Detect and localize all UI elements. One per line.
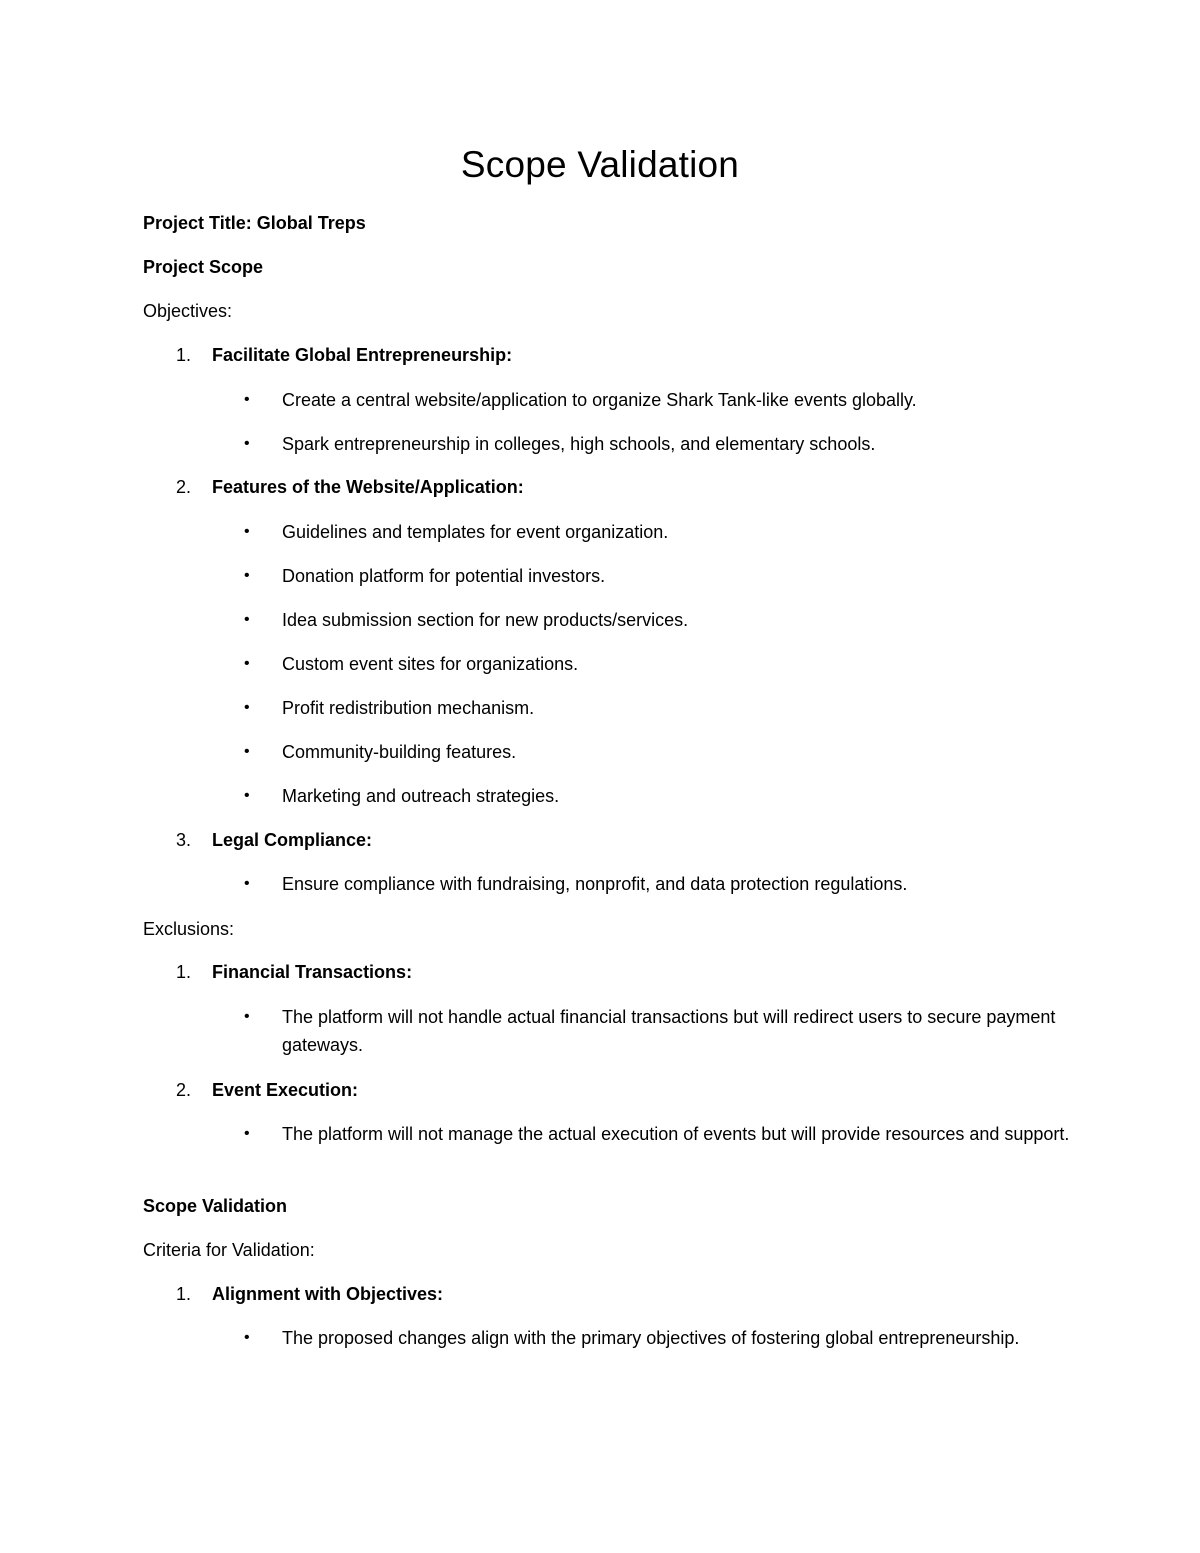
list-number: 1. (176, 1284, 192, 1304)
document-title: Scope Validation (460, 144, 740, 185)
bullet-icon: • (244, 391, 250, 408)
bullet-text: Guidelines and templates for event organization. (282, 522, 669, 542)
list-item (244, 694, 1072, 722)
bullet-text: Spark entrepreneurship in colleges, high schools, and elementary schools. (282, 434, 876, 454)
bullet-text: Ensure compliance with fundraising, nonprofit, and data protection regulations. (282, 874, 908, 894)
bullet-icon: • (244, 655, 250, 672)
bullet-text: Community-building features. (282, 742, 517, 762)
bullet-text: Profit redistribution mechanism. (282, 698, 535, 718)
bullet-icon: • (244, 743, 250, 760)
list-number: 3. (176, 830, 192, 850)
bullet-text: Custom event sites for organizations. (282, 654, 579, 674)
criteria-label: Criteria for Validation: (143, 1240, 315, 1260)
list-item (244, 518, 1072, 546)
bullet-icon: • (244, 699, 250, 716)
exclusion-heading: Event Execution: (212, 1080, 359, 1100)
exclusion-item (176, 1076, 358, 1104)
objective-heading: Facilitate Global Entrepreneurship: (212, 345, 513, 365)
objectives-label: Objectives: (143, 301, 233, 321)
scope-validation-heading: Scope Validation (143, 1196, 288, 1216)
list-item (244, 870, 1072, 898)
bullet-icon: • (244, 787, 250, 804)
bullet-icon: • (244, 1329, 250, 1346)
list-item (244, 386, 1072, 414)
project-scope-heading: Project Scope (143, 257, 264, 277)
bullet-icon: • (244, 875, 250, 892)
list-item (244, 1324, 1072, 1352)
bullet-text: Create a central website/application to organize Shark Tank-like events globally. (282, 390, 917, 410)
list-item (244, 738, 1072, 766)
list-number: 2. (176, 477, 192, 497)
bullet-icon: • (244, 611, 250, 628)
objective-heading: Legal Compliance: (212, 830, 373, 850)
project-title: Project Title: Global Treps (143, 213, 366, 233)
list-number: 2. (176, 1080, 192, 1100)
objective-heading: Features of the Website/Application: (212, 477, 524, 497)
list-item (244, 650, 1072, 678)
objective-item (176, 473, 524, 501)
objective-item (176, 826, 372, 854)
list-number: 1. (176, 345, 192, 365)
list-number: 1. (176, 962, 192, 982)
exclusion-item (176, 958, 412, 986)
bullet-text: The platform will not manage the actual execution of events but will provide resources and support. (282, 1124, 1070, 1144)
exclusions-label: Exclusions: (143, 919, 235, 939)
bullet-text: Donation platform for potential investors. (282, 566, 606, 586)
list-item (244, 1120, 1072, 1148)
list-item (244, 562, 1072, 590)
list-item (244, 1003, 1072, 1059)
list-item (244, 430, 1072, 458)
exclusion-heading: Financial Transactions: (212, 962, 413, 982)
bullet-text: Idea submission section for new products/services. (282, 610, 689, 630)
bullet-icon: • (244, 523, 250, 540)
bullet-icon: • (244, 567, 250, 584)
bullet-icon: • (244, 1125, 250, 1142)
list-item (244, 782, 1072, 810)
bullet-text: Marketing and outreach strategies. (282, 786, 560, 806)
criteria-heading: Alignment with Objectives: (212, 1284, 444, 1304)
objective-item (176, 341, 512, 369)
bullet-icon: • (244, 1008, 250, 1025)
bullet-text: The proposed changes align with the primary objectives of fostering global entrepreneurship. (282, 1328, 1020, 1348)
list-item (244, 606, 1072, 634)
bullet-text: The platform will not handle actual financial transactions but will redirect users to secure payment gateways. (282, 1007, 1056, 1055)
bullet-icon: • (244, 435, 250, 452)
criteria-item (176, 1280, 443, 1308)
